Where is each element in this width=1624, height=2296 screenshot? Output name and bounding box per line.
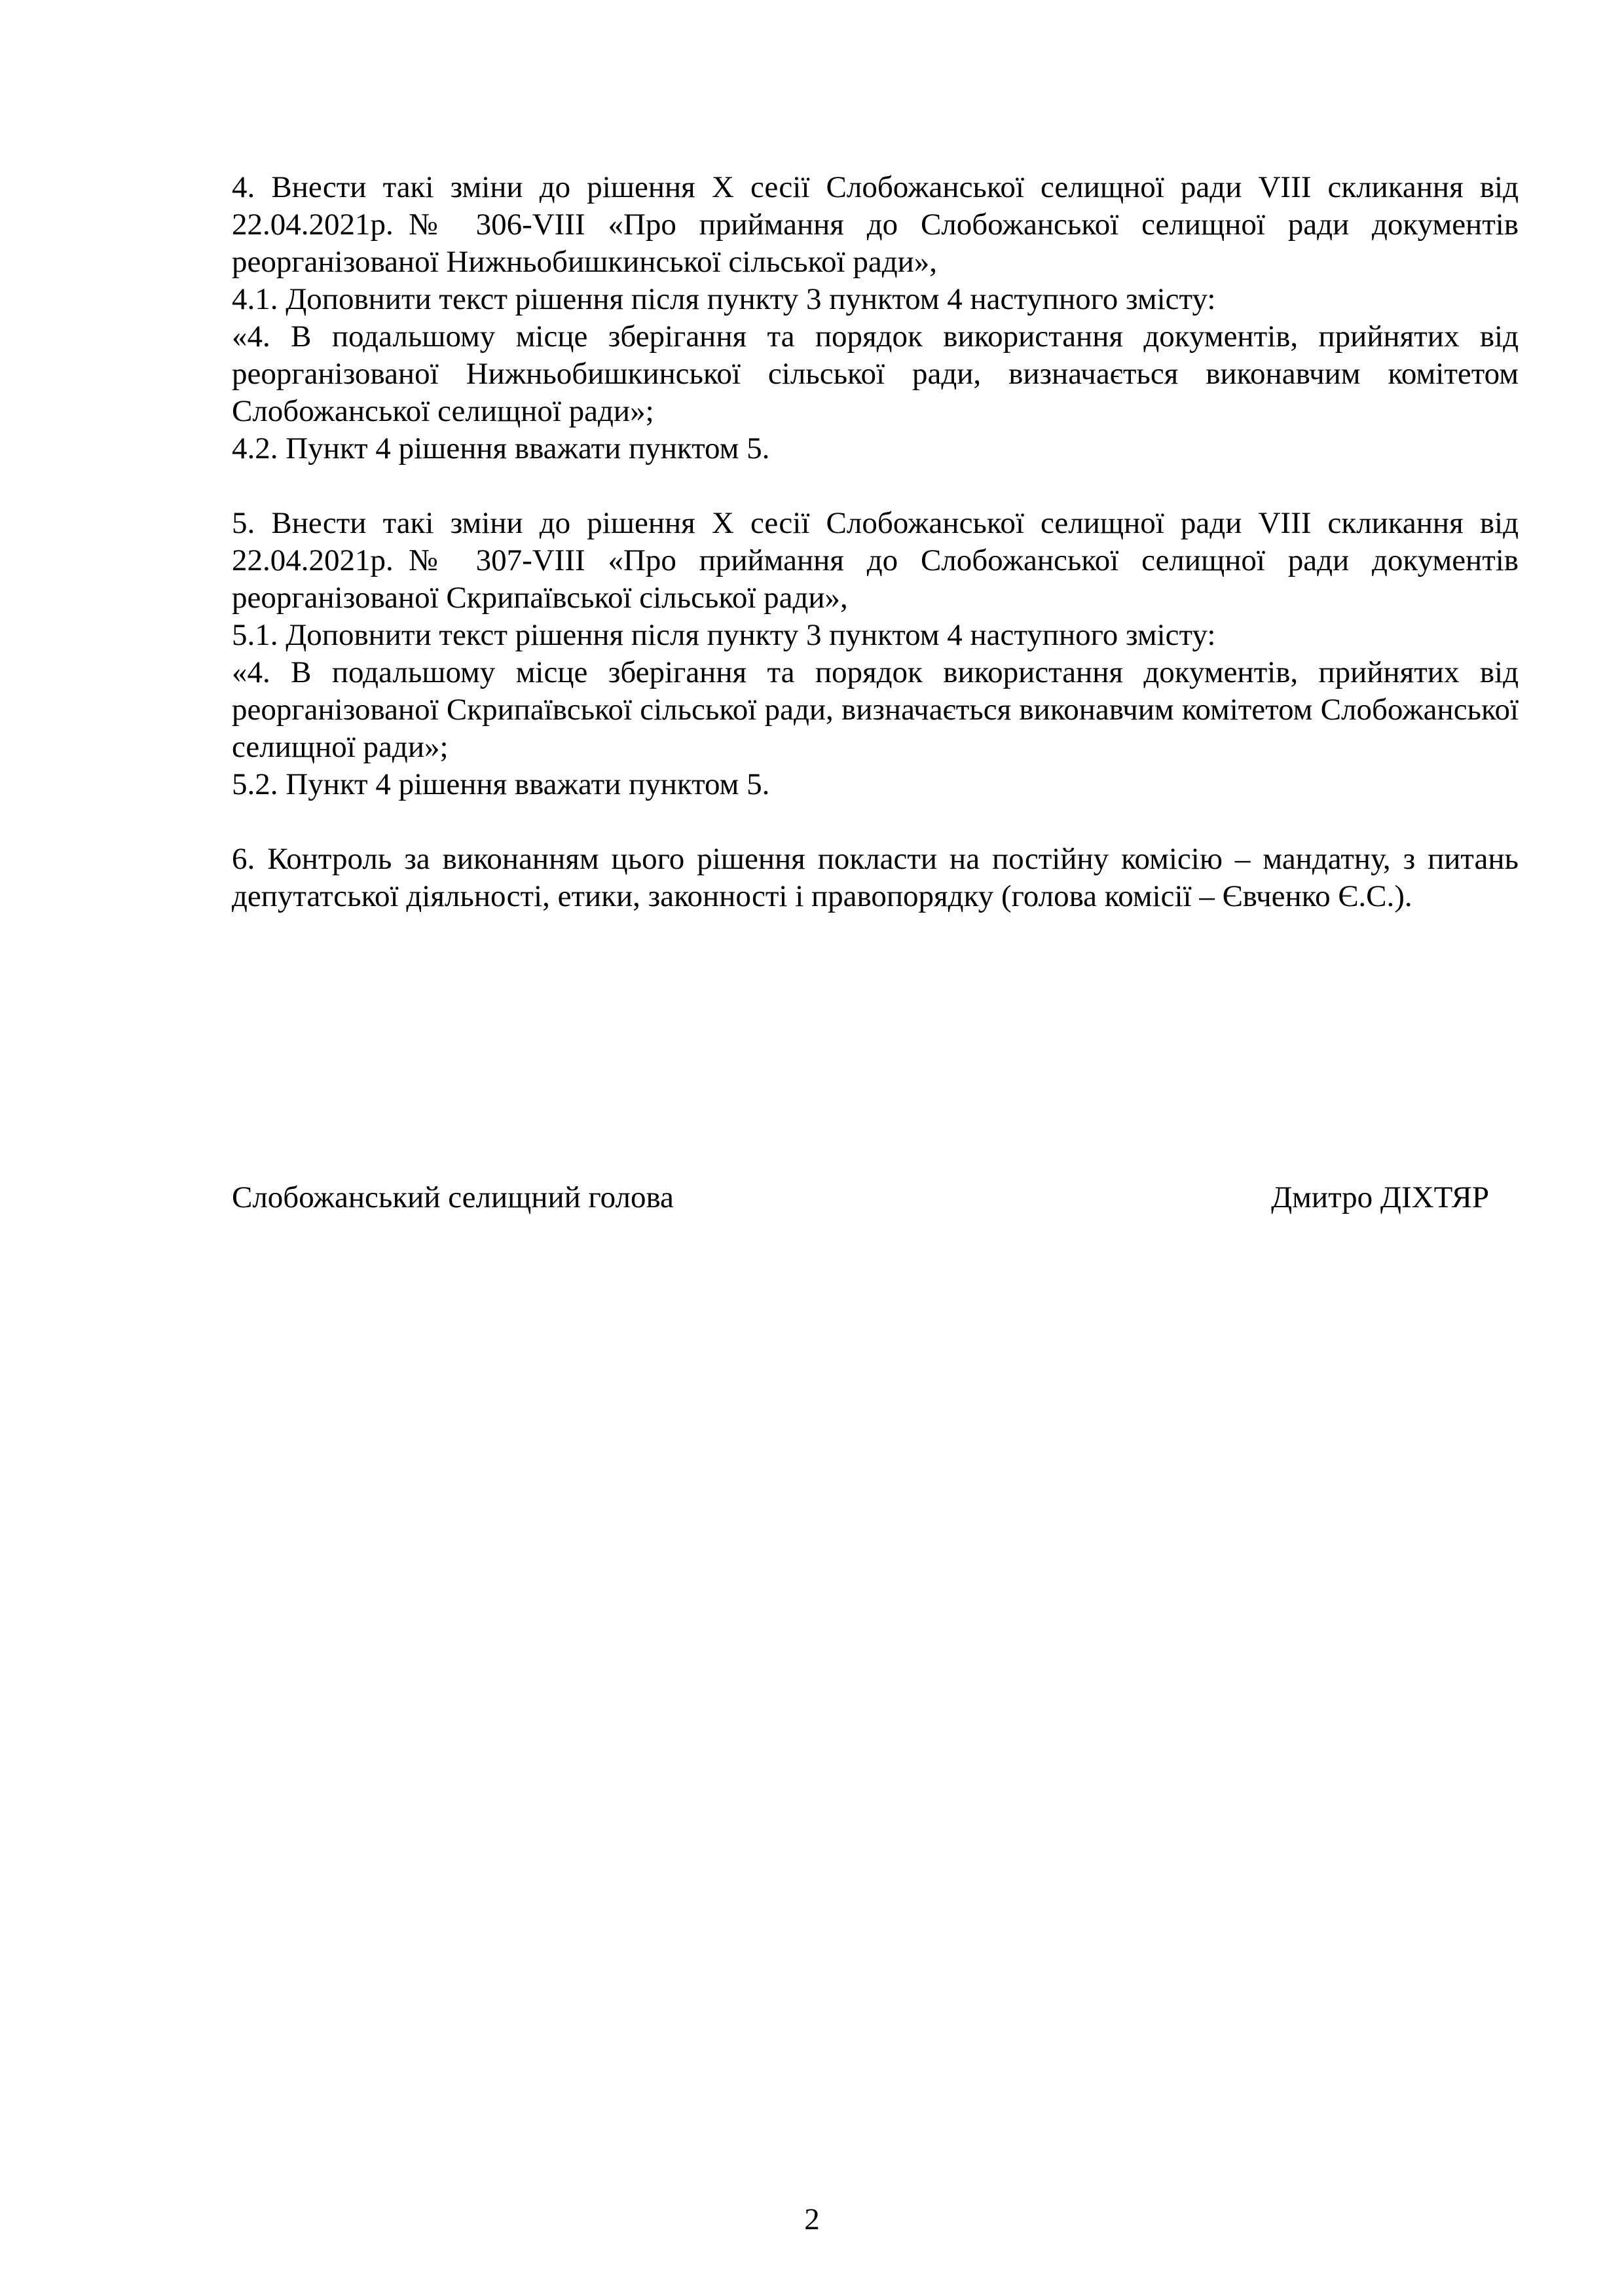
section-5-item-1: 5.1. Доповнити текст рішення після пункту 3 пунктом 4 наступного змісту: (232, 618, 1216, 652)
section-4-item-1: 4.1. Доповнити текст рішення після пункту 3 пунктом 4 наступного змісту: (232, 282, 1216, 316)
document-body (232, 169, 1519, 953)
signature-name: Дмитро ДІХТЯР (1271, 1180, 1489, 1214)
section-6 (232, 841, 1519, 915)
section-5 (232, 505, 1519, 803)
page-number: 2 (804, 2202, 820, 2236)
section-5-quote: «4. В подальшому місце зберігання та порядок використання документів, прийнятих від реорганізованої Скрипаївської сільської ради, визначається виконавчим комітетом Слобожанської селищної ради»; (232, 655, 1519, 764)
signature-position: Слобожанський селищний голова (232, 1180, 674, 1214)
section-4-item-2: 4.2. Пункт 4 рішення вважати пунктом 5. (232, 431, 770, 465)
section-6-control: 6. Контроль за виконанням цього рішення покласти на постійну комісію – мандатну, з питань депутатської діяльності, етики, законності і правопорядку (голова комісії – Євченко Є.С.). (232, 842, 1519, 913)
section-4-intro: 4. Внести такі зміни до рішення Х сесії Слобожанської селищної ради VIII скликання від 22.04.2021р.№ 306-VIII «Про приймання до Слобожанської селищної ради документів реорганізованої Нижньобишкинської сільської ради», (232, 170, 1519, 279)
section-5-item-2: 5.2. Пункт 4 рішення вважати пунктом 5. (232, 767, 770, 801)
section-4 (232, 169, 1519, 467)
signature-block (232, 1179, 1489, 1216)
section-4-quote: «4. В подальшому місце зберігання та порядок використання документів, прийнятих від реорганізованої Нижньобишкинської сільської ради, визначається виконавчим комітетом Слобожанської селищної ради»; (232, 319, 1519, 428)
section-5-intro: 5. Внести такі зміни до рішення Х сесії Слобожанської селищної ради VIII скликання від 22.04.2021р.№ 307-VIII «Про приймання до Слобожанської селищної ради документів реорганізованої Скрипаївської сільської ради», (232, 506, 1519, 615)
